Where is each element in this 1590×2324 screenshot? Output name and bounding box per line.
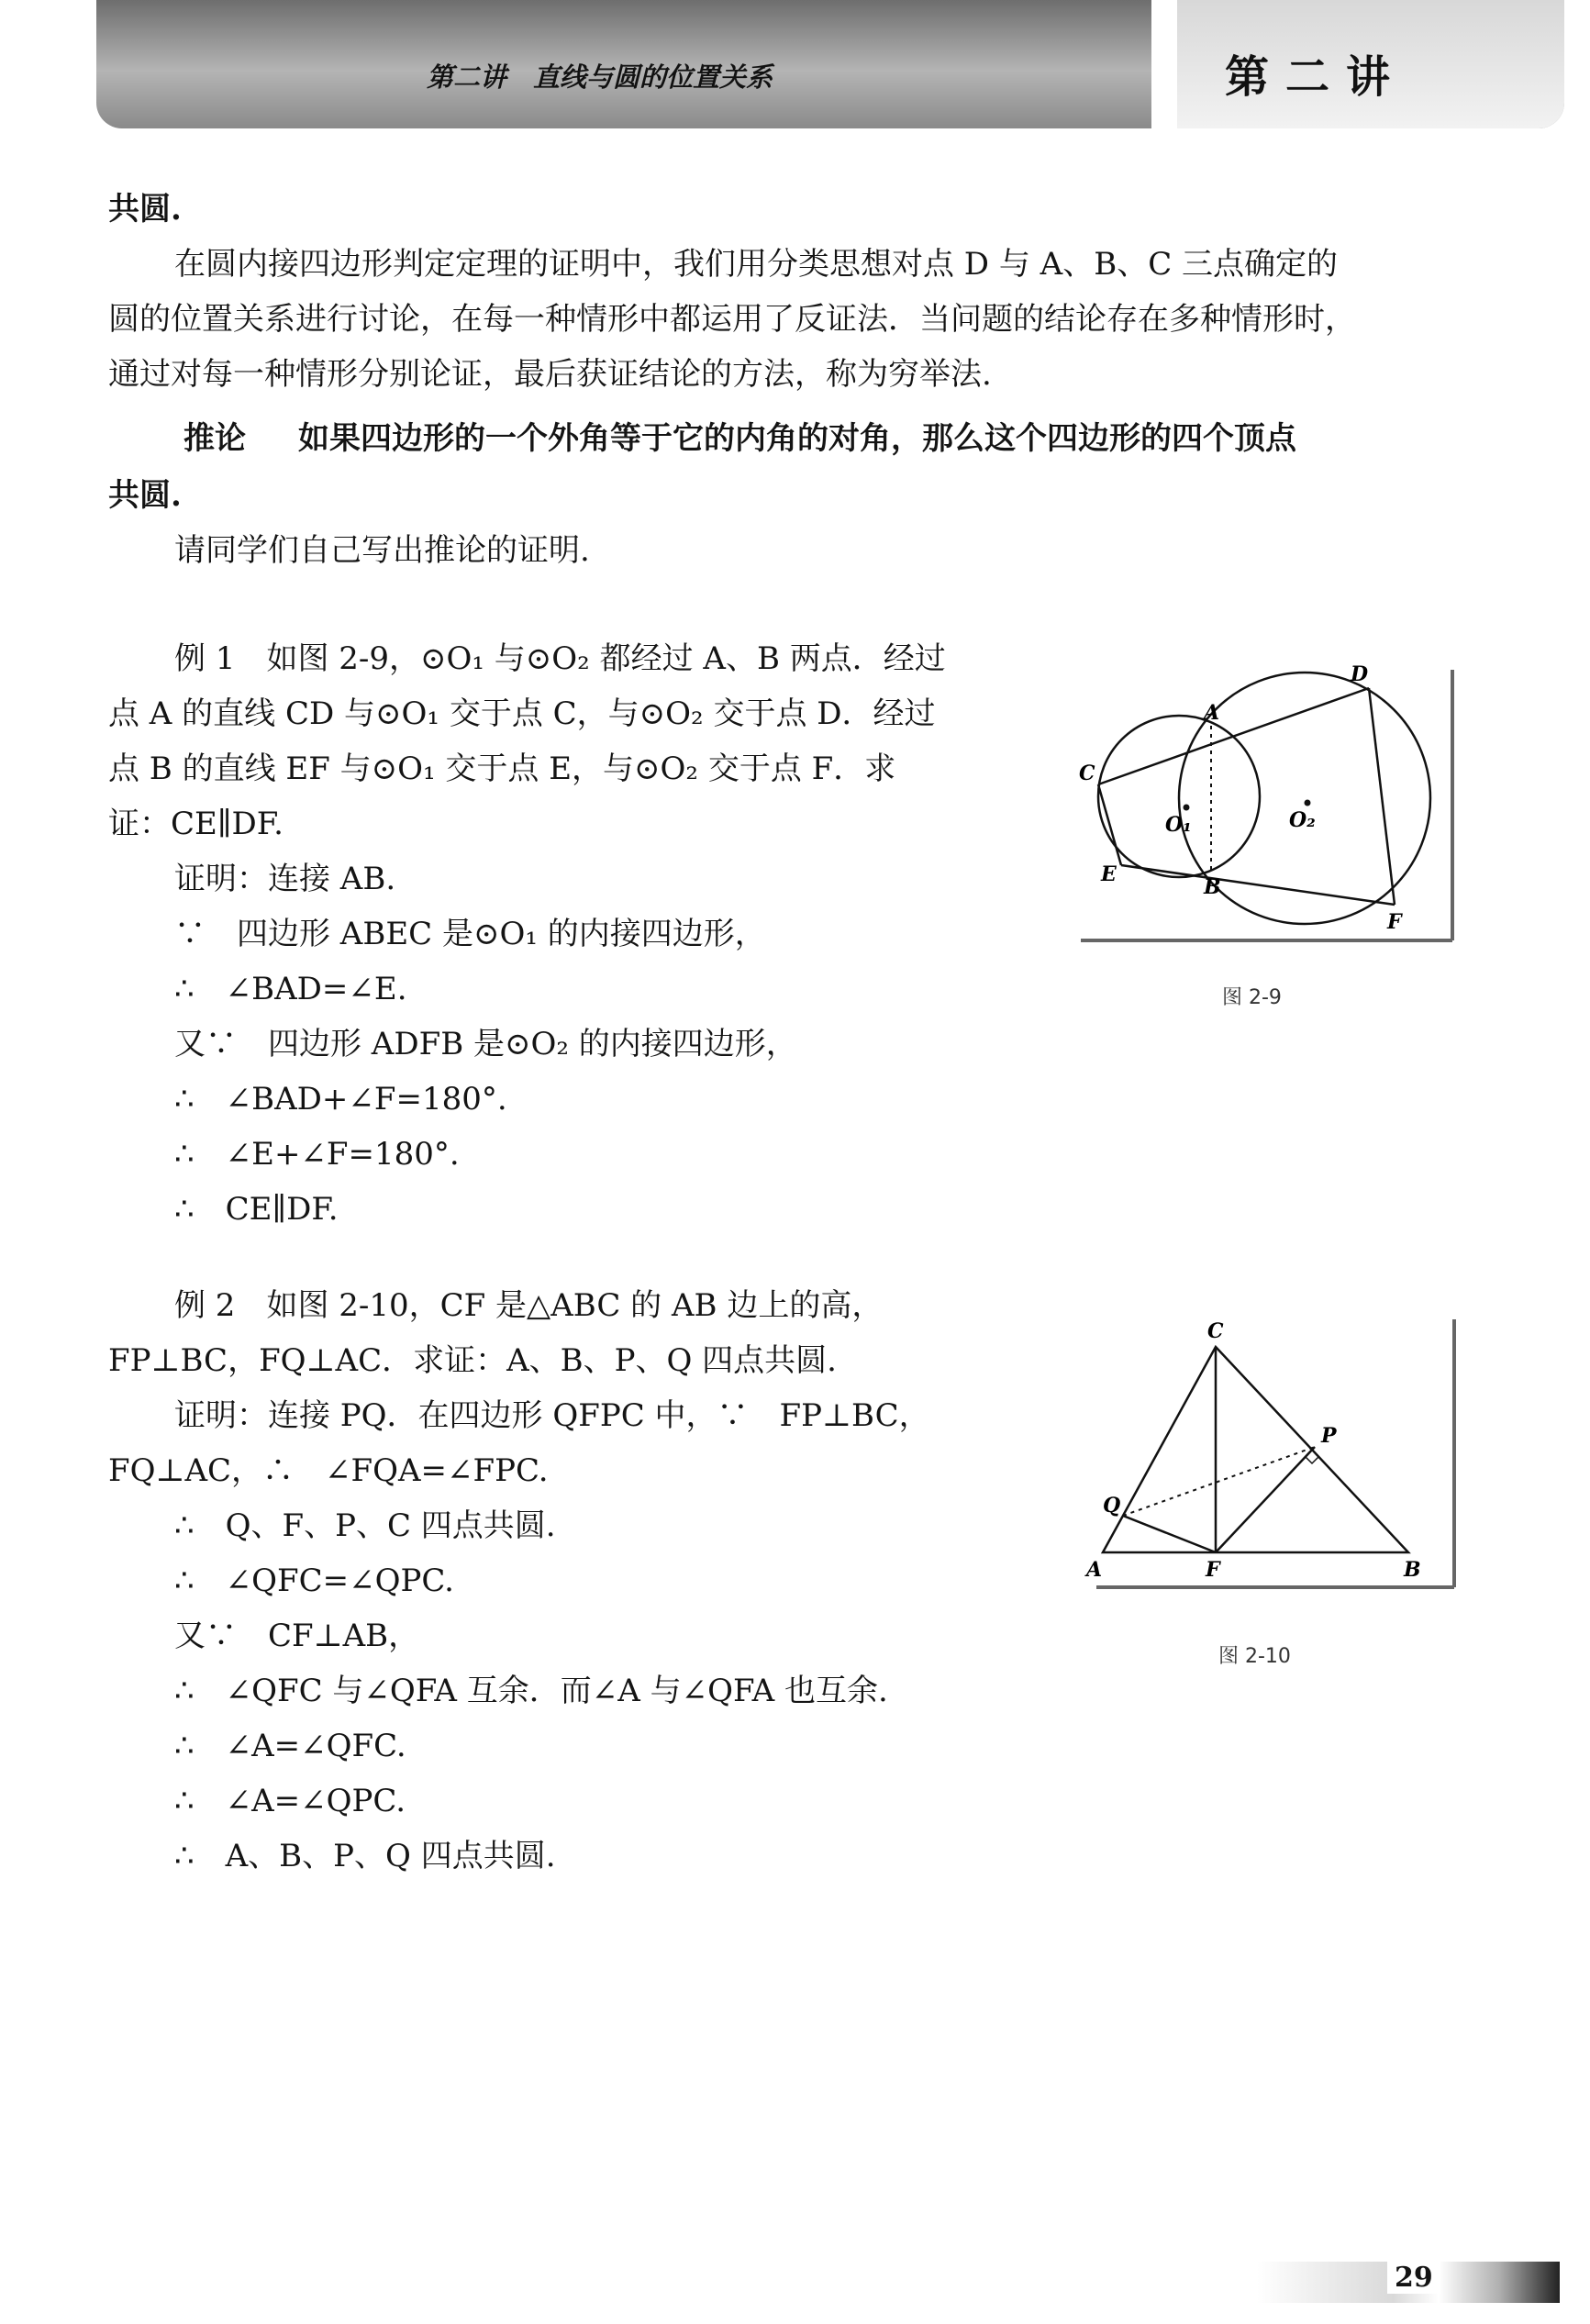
line-df <box>1369 688 1395 905</box>
page-header <box>96 0 1564 128</box>
ex1-line-10: ∴ ∠E+∠F=180°. <box>174 1136 460 1173</box>
line-ce <box>1098 784 1121 865</box>
ex2-line-2: FP⊥BC，FQ⊥AC．求证：A、B、P、Q 四点共圆. <box>108 1342 837 1379</box>
corollary-text: 如果四边形的一个外角等于它的内角的对角，那么这个四边形的四个顶点 <box>298 420 1296 457</box>
ex1-line-4: 证：CE∥DF. <box>108 806 284 842</box>
ex1-line-2: 点 A 的直线 CD 与⊙O₁ 交于点 C，与⊙O₂ 交于点 D．经过 <box>108 695 936 732</box>
triangle-abc <box>1103 1347 1408 1552</box>
ex2-line-10: ∴ ∠A=∠QPC. <box>174 1783 406 1819</box>
label-e: E <box>1101 862 1117 886</box>
text-gongyuan-1: 共圆. <box>108 191 182 228</box>
point-o1 <box>1184 805 1190 811</box>
ex1-line-6: ∵ 四边形 ABEC 是⊙O₁ 的内接四边形， <box>174 916 766 952</box>
label-b: B <box>1404 1558 1421 1582</box>
ex2-line-6: ∴ ∠QFC=∠QPC. <box>174 1562 454 1599</box>
label-o1: O₁ <box>1165 813 1192 837</box>
ex1-line-9: ∴ ∠BAD+∠F=180°. <box>174 1081 507 1118</box>
ex2-line-9: ∴ ∠A=∠QFC. <box>174 1728 406 1764</box>
figure-2-9 <box>1073 661 1459 954</box>
ex2-line-5: ∴ Q、F、P、C 四点共圆. <box>174 1507 556 1544</box>
header-title: 第二讲 直线与圆的位置关系 <box>427 61 773 93</box>
para1-line1: 在圆内接四边形判定定理的证明中，我们用分类思想对点 D 与 A、B、C 三点确定的 <box>174 246 1339 283</box>
label-o2: O₂ <box>1289 808 1316 832</box>
ex2-line-3: 证明：连接 PQ．在四边形 QFPC 中，∵ FP⊥BC， <box>174 1397 930 1434</box>
point-o2 <box>1305 800 1311 806</box>
ex2-line-1: 例 2 如图 2-10，CF 是△ABC 的 AB 边上的高， <box>174 1287 884 1324</box>
para1-line2: 圆的位置关系进行讨论，在每一种情形中都运用了反证法．当问题的结论存在多种情形时， <box>108 301 1356 338</box>
ex2-line-8: ∴ ∠QFC 与∠QFA 互余．而∠A 与∠QFA 也互余. <box>174 1673 888 1709</box>
ex1-line-7: ∴ ∠BAD=∠E. <box>174 971 407 1007</box>
right-angle-p <box>1306 1456 1319 1463</box>
line-ef <box>1121 865 1395 905</box>
text-ask-proof: 请同学们自己写出推论的证明. <box>174 532 590 569</box>
line-fp <box>1216 1447 1315 1552</box>
page-number: 29 <box>1387 2262 1440 2294</box>
header-chapter: 第二讲 <box>1225 51 1407 103</box>
caption-figure-2-10: 图 2-10 <box>1218 1645 1291 1668</box>
label-c: C <box>1207 1319 1224 1343</box>
label-d: D <box>1351 662 1369 686</box>
ex2-line-4: FQ⊥AC，∴ ∠FQA=∠FPC. <box>108 1452 549 1489</box>
ex1-line-5: 证明：连接 AB. <box>174 861 396 897</box>
ex1-line-8: 又∵ 四边形 ADFB 是⊙O₂ 的内接四边形， <box>174 1026 797 1062</box>
header-divider <box>1151 0 1177 128</box>
line-pq-dashed <box>1123 1447 1315 1516</box>
line-fq <box>1123 1516 1216 1552</box>
label-p: P <box>1321 1424 1337 1448</box>
para1-line3: 通过对每一种情形分别论证，最后获证结论的方法，称为穷举法. <box>108 356 992 393</box>
text-gongyuan-2: 共圆. <box>108 477 182 514</box>
ex1-line-1: 例 1 如图 2-9，⊙O₁ 与⊙O₂ 都经过 A、B 两点．经过 <box>174 640 946 677</box>
label-a: A <box>1086 1558 1103 1582</box>
label-b: B <box>1204 875 1221 899</box>
label-q: Q <box>1103 1494 1121 1518</box>
figure-2-10 <box>1083 1312 1459 1596</box>
ex1-line-3: 点 B 的直线 EF 与⊙O₁ 交于点 E，与⊙O₂ 交于点 F．求 <box>108 751 896 787</box>
label-c: C <box>1079 762 1095 785</box>
label-f: F <box>1387 910 1402 934</box>
label-f: F <box>1206 1558 1220 1582</box>
corollary-label: 推论 <box>183 420 246 457</box>
line-cd <box>1098 688 1369 784</box>
caption-figure-2-9: 图 2-9 <box>1222 986 1282 1009</box>
label-a: A <box>1204 701 1220 725</box>
ex1-line-11: ∴ CE∥DF. <box>174 1191 339 1228</box>
ex2-line-11: ∴ A、B、P、Q 四点共圆. <box>174 1838 556 1874</box>
ex2-line-7: 又∵ CF⊥AB， <box>174 1618 420 1654</box>
